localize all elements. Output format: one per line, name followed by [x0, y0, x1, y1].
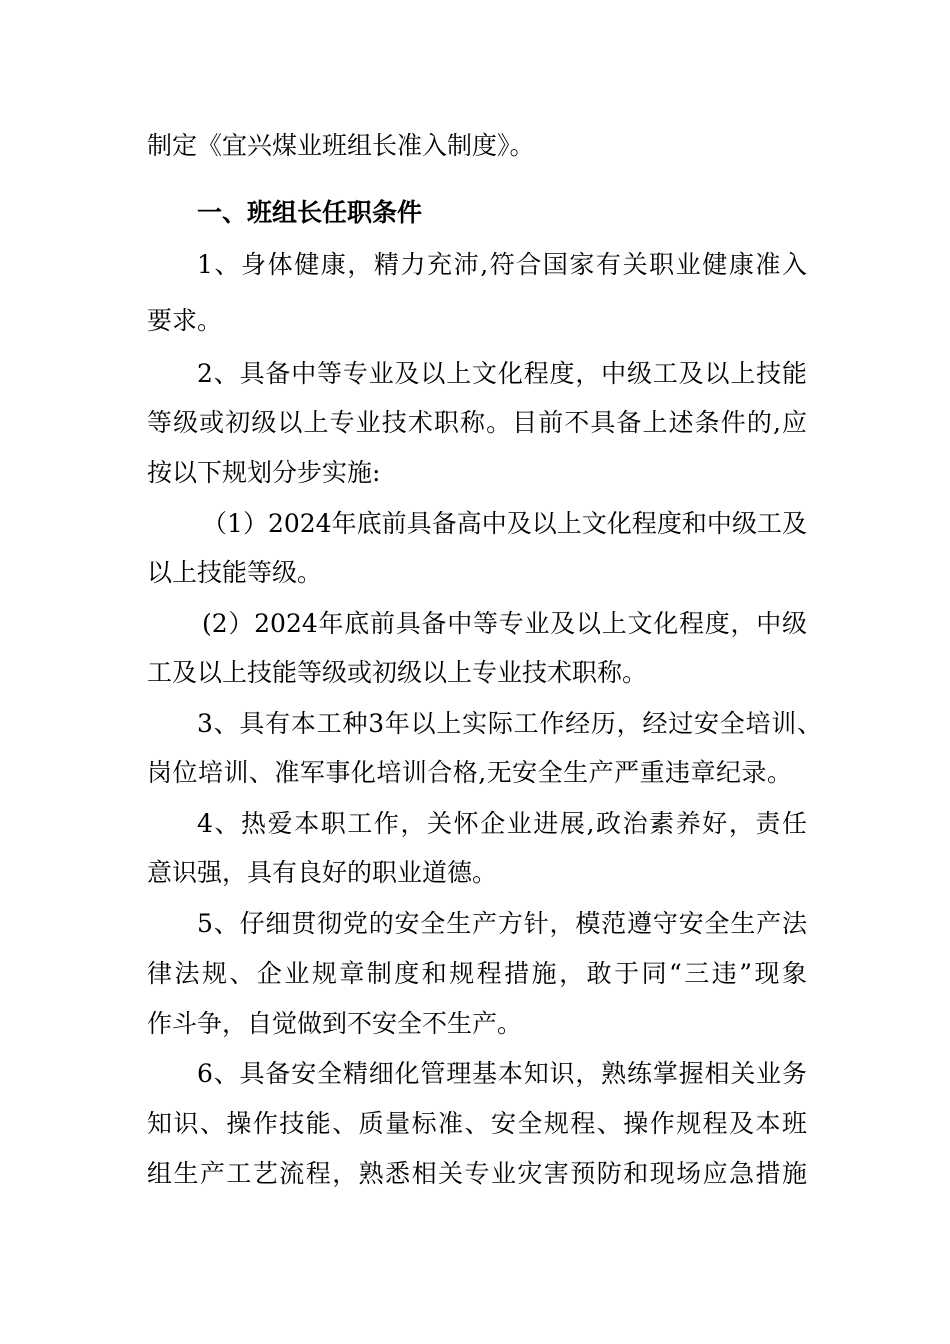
- paragraph-line: 岗位培训、准军事化培训合格,无安全生产严重违章纪录。: [147, 758, 792, 787]
- paragraph-line: (2）2024年底前具备中等专业及以上文化程度，中级: [202, 609, 807, 638]
- paragraph-line: 4、热爱本职工作，关怀企业进展,政治素养好，责任: [197, 809, 807, 838]
- paragraph-line: 1、身体健康，精力充沛,符合国家有关职业健康准入: [197, 250, 807, 279]
- paragraph-line: 工及以上技能等级或初级以上专业技术职称。: [147, 658, 648, 687]
- paragraph-line: 6、具备安全精细化管理基本知识，熟练掌握相关业务: [197, 1059, 807, 1088]
- paragraph-line: 意识强，具有良好的职业道德。: [147, 858, 498, 887]
- paragraph-line: 3、具有本工种3年以上实际工作经历，经过安全培训、: [197, 709, 822, 738]
- paragraph-line: 等级或初级以上专业技术职称。目前不具备上述条件的,应: [147, 408, 807, 437]
- paragraph-line: （1）2024年底前具备高中及以上文化程度和中级工及: [202, 509, 807, 538]
- intro-paragraph: 制定《宜兴煤业班组长准入制度》。: [147, 131, 535, 160]
- paragraph-line: 律法规、企业规章制度和规程措施，敢于同“三违”现象: [147, 959, 807, 988]
- paragraph-line: 知识、操作技能、质量标准、安全规程、操作规程及本班: [147, 1109, 807, 1138]
- section-heading: 一、班组长任职条件: [197, 198, 423, 227]
- paragraph-line: 作斗争，自觉做到不安全不生产。: [147, 1009, 523, 1038]
- paragraph-line: 以上技能等级。: [147, 558, 323, 587]
- paragraph-line: 组生产工艺流程，熟悉相关专业灾害预防和现场应急措施: [147, 1159, 807, 1188]
- paragraph-line: 按以下规划分步实施:: [147, 458, 381, 487]
- paragraph-line: 要求。: [147, 306, 223, 335]
- paragraph-line: 2、具备中等专业及以上文化程度，中级工及以上技能: [197, 359, 807, 388]
- paragraph-line: 5、仔细贯彻党的安全生产方针，模范遵守安全生产法: [197, 909, 807, 938]
